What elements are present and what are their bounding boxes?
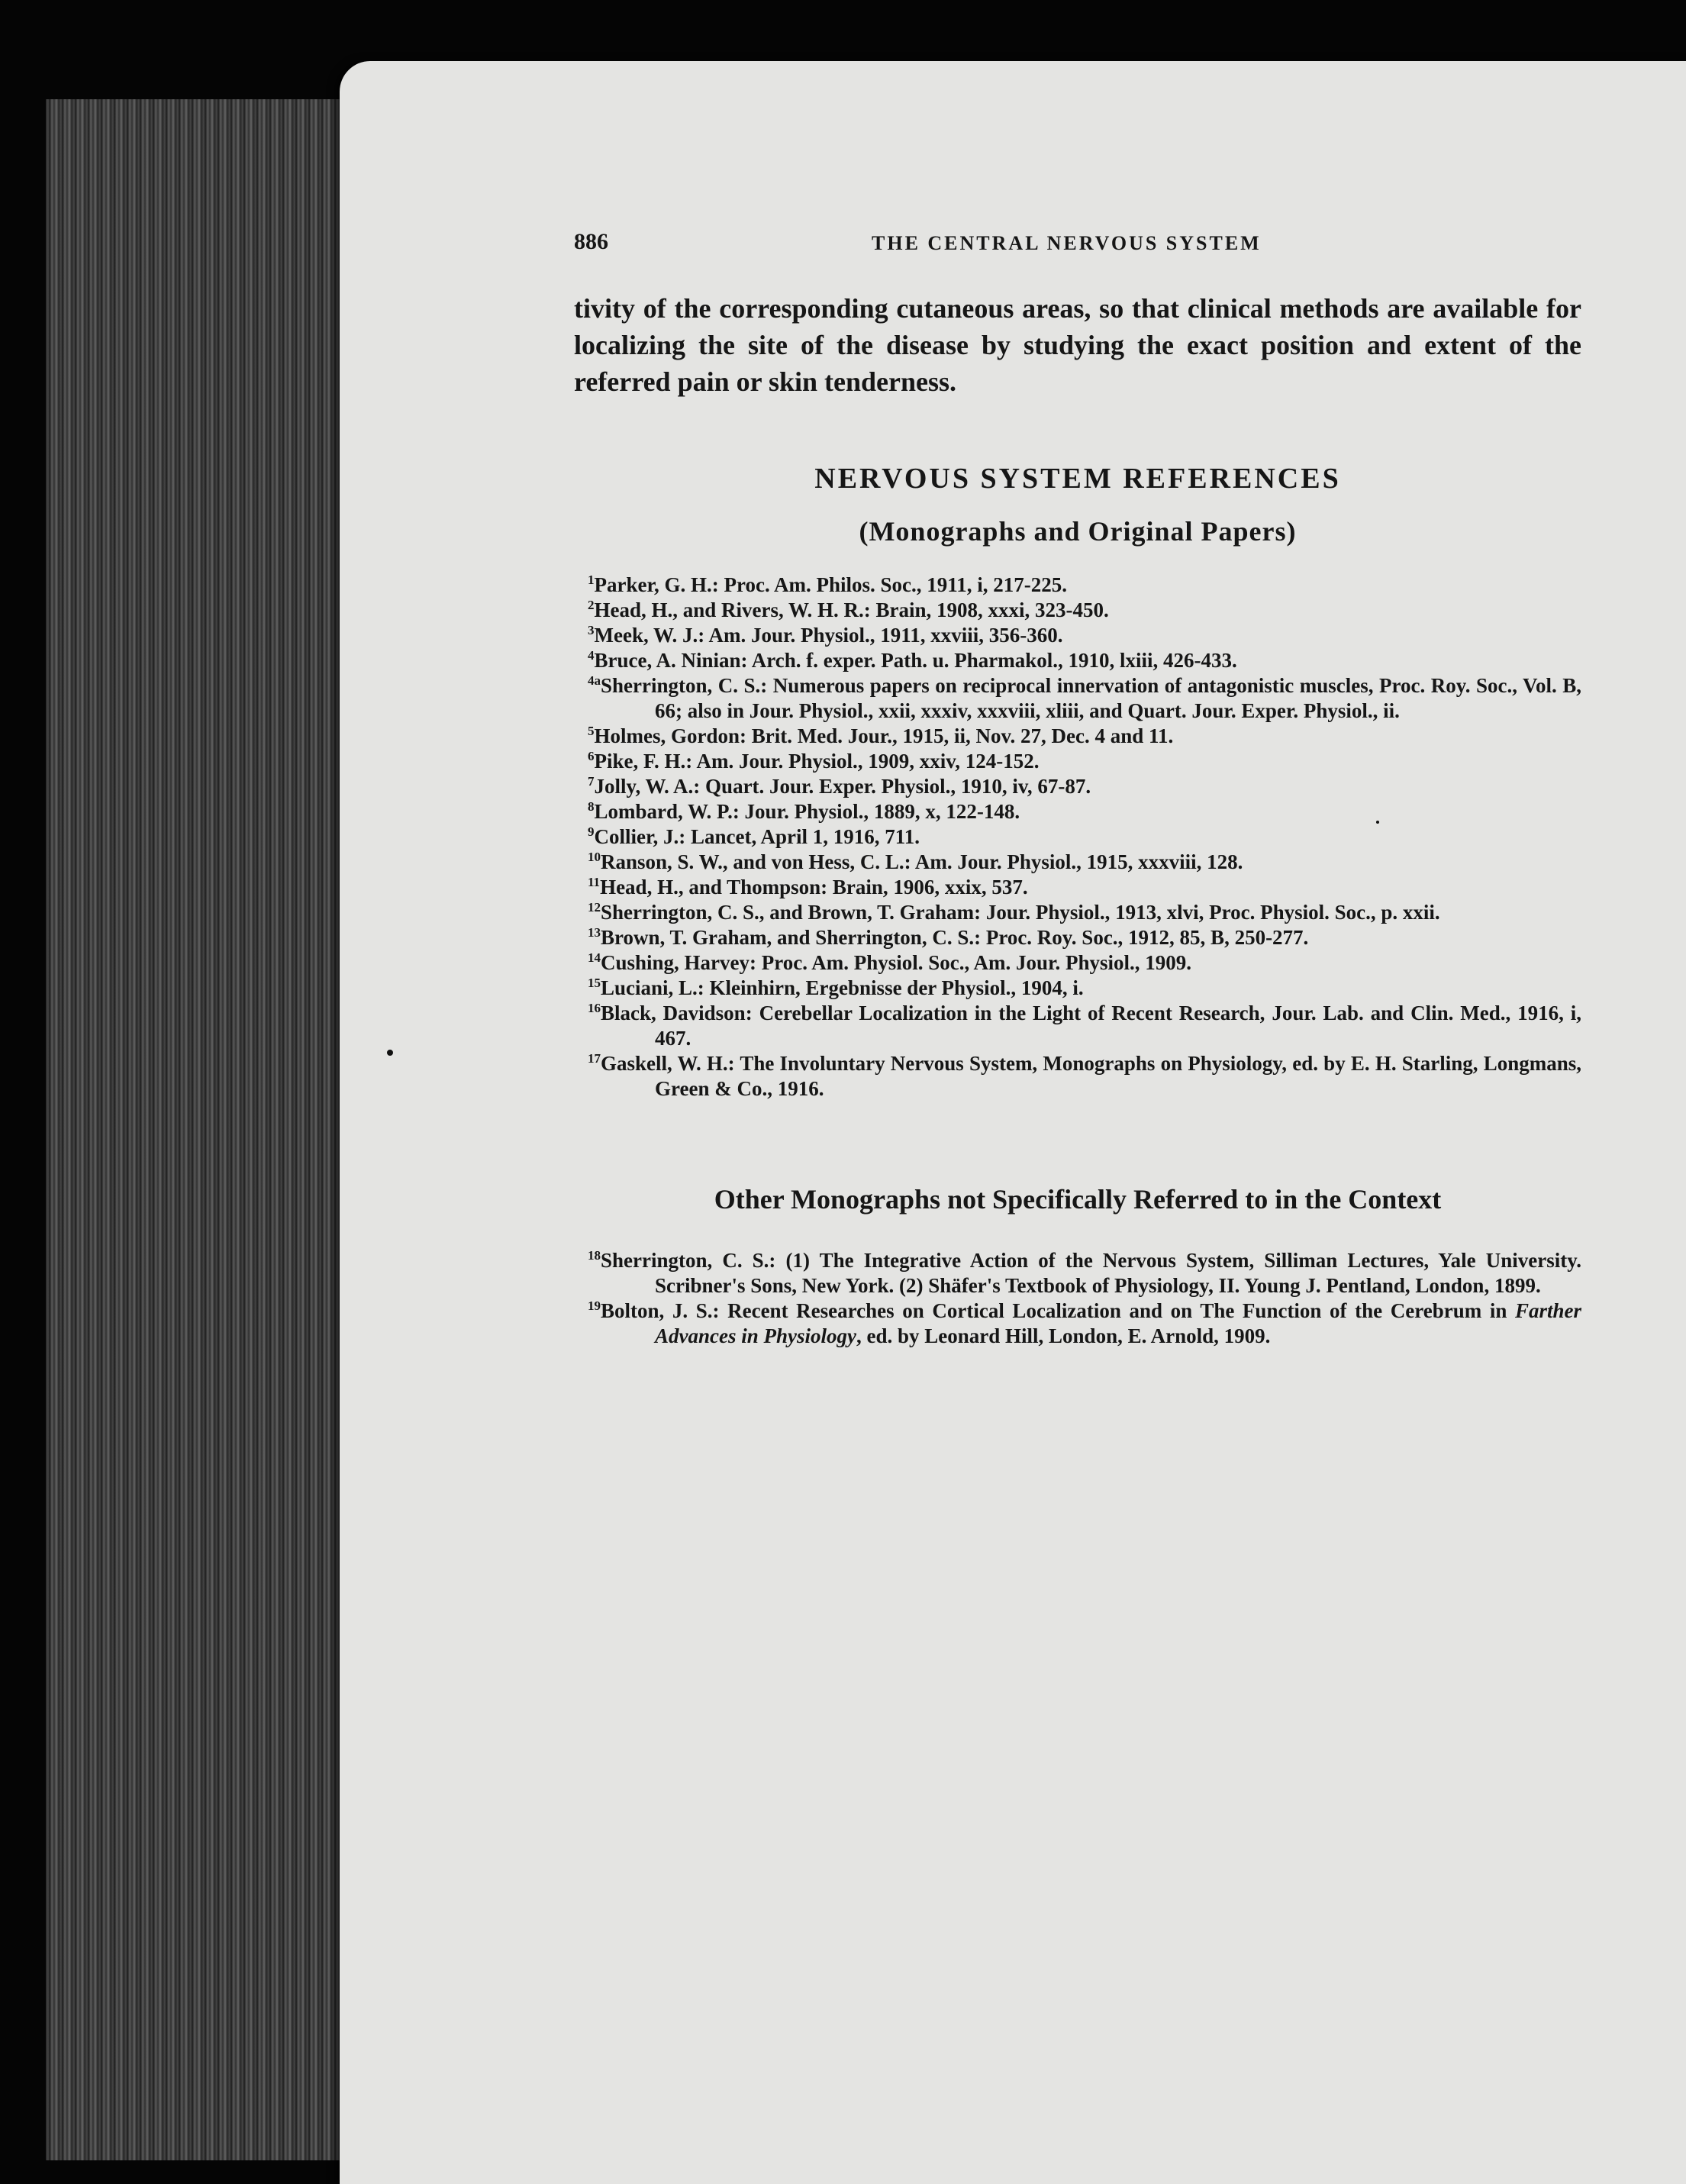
reference-italic-title: Farther Advances in Physiology: [655, 1299, 1581, 1347]
other-monographs-heading: Other Monographs not Specifically Referred to in the Context: [714, 1184, 1442, 1215]
reference-item: [588, 774, 1581, 799]
reference-item: [588, 1051, 1581, 1102]
reference-number: 4: [588, 648, 595, 663]
reference-item: [588, 598, 1581, 623]
reference-number: 17: [588, 1051, 601, 1066]
reference-text: Bruce, A. Ninian: Arch. f. exper. Path. u. Pharmakol., 1910, lxiii, 426-433.: [594, 649, 1237, 672]
reference-text: Lombard, W. P.: Jour. Physiol., 1889, x, 122-148.: [594, 800, 1020, 823]
reference-number: 10: [588, 850, 601, 864]
reference-item: [588, 1001, 1581, 1051]
reference-item: [588, 573, 1581, 598]
reference-list: [588, 573, 1581, 1102]
reference-text-end: , ed. by Leonard Hill, London, E. Arnold, 1909.: [856, 1324, 1271, 1347]
reference-number: 1: [588, 573, 595, 587]
reference-item: [588, 648, 1581, 673]
reference-text: Collier, J.: Lancet, April 1, 1916, 711.: [594, 825, 920, 848]
reference-text: Holmes, Gordon: Brit. Med. Jour., 1915, ii, Nov. 27, Dec. 4 and 11.: [594, 724, 1174, 747]
section-heading: NERVOUS SYSTEM REFERENCES: [814, 463, 1341, 495]
reference-item: [588, 1298, 1581, 1349]
reference-number: 11: [588, 875, 601, 889]
reference-text: Head, H., and Rivers, W. H. R.: Brain, 1908, xxxi, 323-450.: [594, 598, 1109, 621]
reference-text: Brown, T. Graham, and Sherrington, C. S.: Proc. Roy. Soc., 1912, 85, B, 250-277.: [601, 926, 1309, 949]
reference-text: Cushing, Harvey: Proc. Am. Physiol. Soc., Am. Jour. Physiol., 1909.: [601, 951, 1192, 974]
reference-item: [588, 724, 1581, 749]
page-edges: [46, 99, 366, 2160]
reference-text: Sherrington, C. S.: Numerous papers on reciprocal innervation of antagonistic muscles, Proc. Roy. Soc., Vol. B, 66; also in Jour. Physiol., xxii, xxxiv, xxxviii, xliii, and Quart. Jour. Exper. Physiol., ii.: [601, 674, 1581, 722]
page-speck: [387, 1050, 393, 1056]
running-head: [574, 229, 1581, 260]
reference-text: Luciani, L.: Kleinhirn, Ergebnisse der Physiol., 1904, i.: [601, 976, 1084, 999]
reference-number: 16: [588, 1001, 601, 1015]
section-subheading: (Monographs and Original Papers): [859, 516, 1297, 547]
reference-item: [588, 900, 1581, 925]
running-title: THE CENTRAL NERVOUS SYSTEM: [872, 232, 1262, 254]
reference-item: [588, 1248, 1581, 1298]
reference-number: 5: [588, 724, 595, 738]
reference-item: [588, 824, 1581, 850]
reference-number: 8: [588, 799, 595, 814]
reference-item: [588, 976, 1581, 1001]
reference-number: 9: [588, 824, 595, 839]
other-reference-list: [588, 1248, 1581, 1349]
reference-number: 18: [588, 1248, 601, 1263]
reference-number: 13: [588, 925, 601, 940]
reference-text: Pike, F. H.: Am. Jour. Physiol., 1909, xxiv, 124-152.: [594, 750, 1040, 773]
reference-text-start: Bolton, J. S.: Recent Researches on Cortical Localization and on The Function of the Cerebrum in: [601, 1299, 1515, 1322]
reference-number: 19: [588, 1298, 601, 1313]
body-paragraph: tivity of the corresponding cutaneous areas, so that clinical methods are available for localizing the site of the disease by studying the exact position and extent of the referred pain or skin tenderness.: [574, 293, 1581, 397]
reference-text: Head, H., and Thompson: Brain, 1906, xxix, 537.: [600, 876, 1028, 898]
reference-item: [588, 875, 1581, 900]
reference-number: 12: [588, 900, 601, 915]
reference-number: 7: [588, 774, 595, 789]
reference-text: Sherrington, C. S.: (1) The Integrative Action of the Nervous System, Silliman Lectures, Yale University. Scribner's Sons, New York. (2) Shäfer's Textbook of Physiology, II. Young J. Pentland, London, 1899.: [601, 1249, 1581, 1297]
reference-item: [588, 925, 1581, 950]
reference-text: Sherrington, C. S., and Brown, T. Graham: Jour. Physiol., 1913, xlvi, Proc. Physiol. Soc., p. xxii.: [601, 901, 1440, 924]
reference-item: [588, 850, 1581, 875]
reference-number: 14: [588, 950, 601, 965]
reference-number: 6: [588, 749, 595, 763]
reference-item: [588, 749, 1581, 774]
reference-text: Jolly, W. A.: Quart. Jour. Exper. Physiol., 1910, iv, 67-87.: [594, 775, 1091, 798]
reference-item: [588, 799, 1581, 824]
reference-number: 3: [588, 623, 595, 637]
reference-text: Parker, G. H.: Proc. Am. Philos. Soc., 1911, i, 217-225.: [594, 573, 1067, 596]
reference-number: 15: [588, 976, 601, 990]
page-speck: [1376, 821, 1379, 824]
reference-number: 4a: [588, 673, 601, 688]
reference-item: [588, 950, 1581, 976]
reference-text: Meek, W. J.: Am. Jour. Physiol., 1911, xxviii, 356-360.: [594, 624, 1063, 647]
reference-text: Ranson, S. W., and von Hess, C. L.: Am. Jour. Physiol., 1915, xxxviii, 128.: [601, 850, 1243, 873]
reference-text: Gaskell, W. H.: The Involuntary Nervous System, Monographs on Physiology, ed. by E. H. Starling, Longmans, Green & Co., 1916.: [601, 1052, 1581, 1100]
page-number: 886: [574, 229, 608, 254]
reference-item: [588, 673, 1581, 724]
reference-item: [588, 623, 1581, 648]
reference-number: 2: [588, 598, 595, 612]
reference-text: Black, Davidson: Cerebellar Localization in the Light of Recent Research, Jour. Lab. and Clin. Med., 1916, i, 467.: [601, 1002, 1581, 1050]
